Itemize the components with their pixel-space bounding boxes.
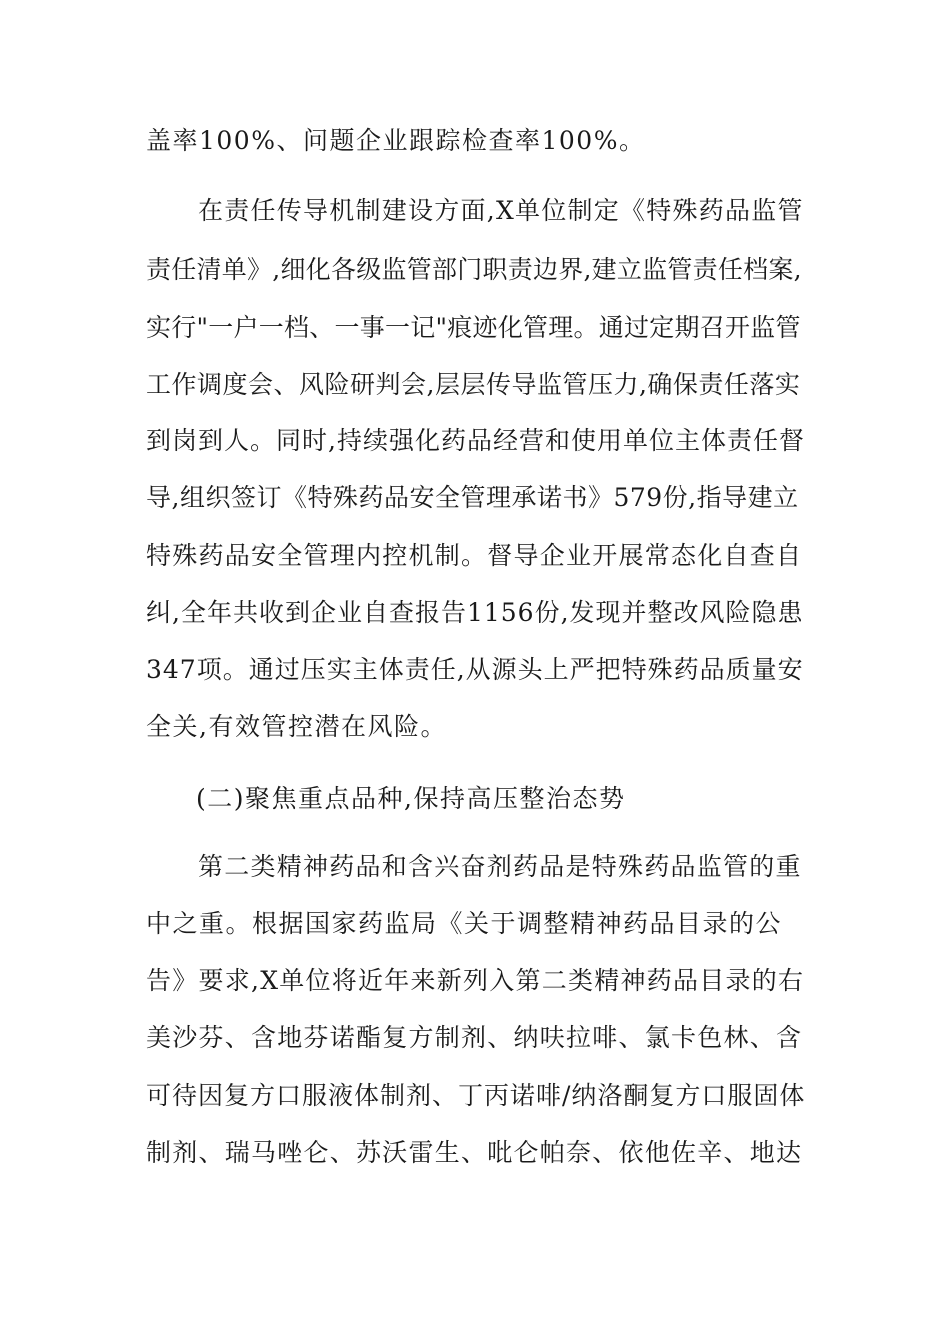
text-line-11: 全关,有效管控潜在风险。: [146, 712, 447, 741]
text-line-14: 中之重。根据国家药监局《关于调整精神药品目录的公: [146, 909, 783, 938]
text-line-17: 可待因复方口服液体制剂、丁丙诺啡/纳洛酮复方口服固体: [146, 1081, 806, 1110]
text-line-5: 工作调度会、风险研判会,层层传导监管压力,确保责任落实: [146, 370, 801, 399]
text-line-15: 告》要求,X单位将近年来新列入第二类精神药品目录的右: [146, 966, 805, 995]
text-line-16: 美沙芬、含地芬诺酯复方制剂、纳呋拉啡、氯卡色林、含: [146, 1023, 803, 1052]
text-line-6: 到岗到人。同时,持续强化药品经营和使用单位主体责任督: [146, 426, 805, 455]
text-line-1: 盖率100%、问题企业跟踪检查率100%。: [146, 126, 646, 155]
text-line-7: 导,组织签订《特殊药品安全管理承诺书》579份,指导建立: [146, 483, 799, 512]
text-line-9: 纠,全年共收到企业自查报告1156份,发现并整改风险隐患: [146, 598, 804, 627]
text-line-18: 制剂、瑞马唑仑、苏沃雷生、吡仑帕奈、依他佐辛、地达: [146, 1138, 803, 1167]
text-line-8: 特殊药品安全管理内控机制。督导企业开展常态化自查自: [146, 541, 803, 570]
text-line-4: 实行"一户一档、一事一记"痕迹化管理。通过定期召开监管: [146, 313, 801, 342]
paragraph-start-line-2: 第二类精神药品和含兴奋剂药品是特殊药品监管的重: [198, 852, 802, 881]
text-line-10: 347项。通过压实主体责任,从源头上严把特殊药品质量安: [146, 655, 804, 684]
section-heading: (二)聚焦重点品种,保持高压整治态势: [196, 784, 626, 813]
text-line-3: 责任清单》,细化各级监管部门职责边界,建立监管责任档案,: [146, 255, 802, 284]
paragraph-start-line: 在责任传导机制建设方面,X单位制定《特殊药品监管: [198, 196, 804, 225]
